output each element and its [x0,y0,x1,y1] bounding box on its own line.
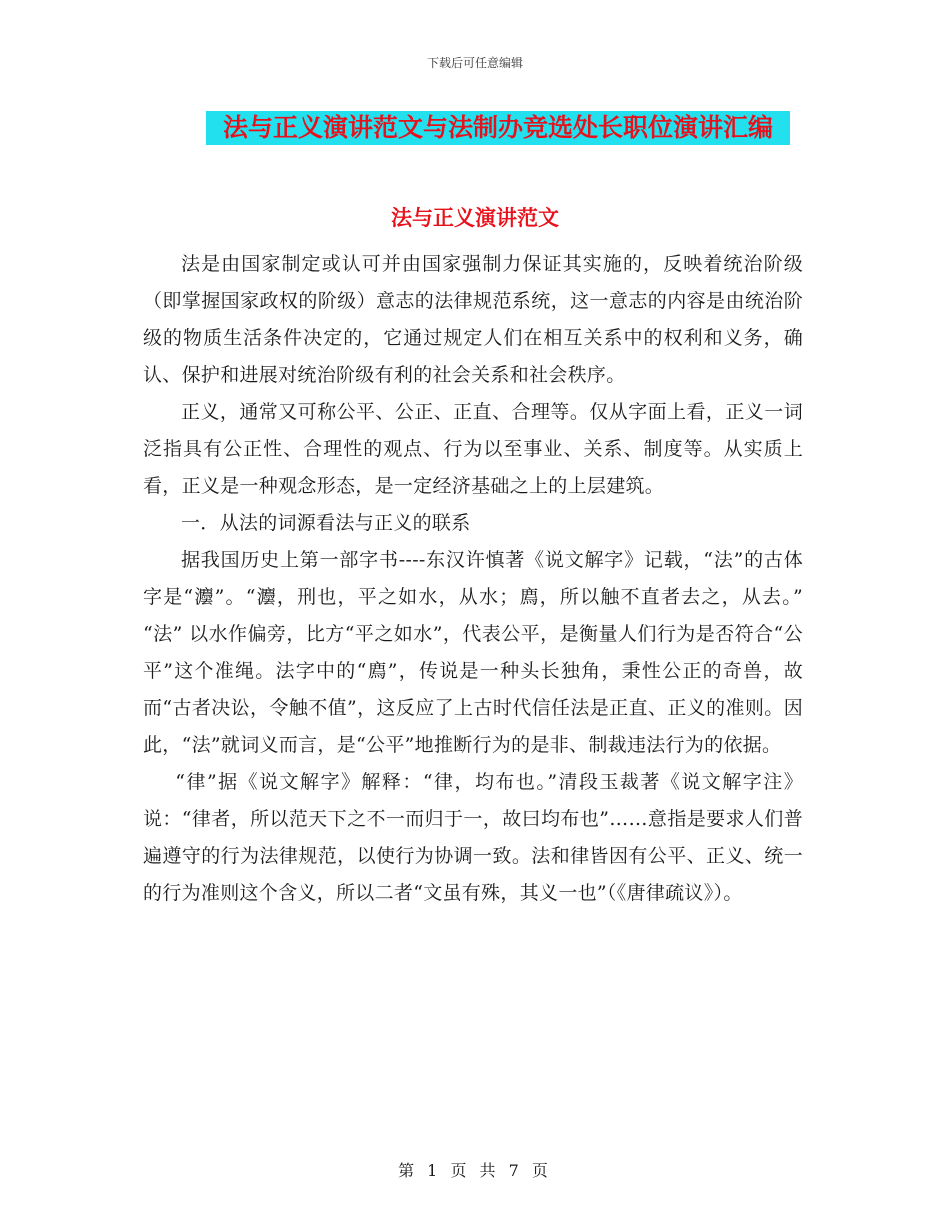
page-header-note: 下载后可任意编辑 [426,56,523,70]
paragraph-definition-of-justice: 正义，通常又可称公平、公正、正直、合理等。仅从字面上看，正义一词泛指具有公正性、合理性的观点、行为以至事业、关系、制度等。从实质上看，正义是一种观念形态，是一定经济基础之上的上层建筑。 [143,401,803,497]
document-title-highlight [206,111,790,145]
paragraph-lv-etymology: “律”据《说文解字》解释：“律，均布也。”清段玉裁著《说文解字注》说：“律者，所以范天下之不一而归于一，故曰均布也”……意指是要求人们普遍遵守的行为法律规范，以使行为协调一致。法和律皆因有公平、正义、统一的行为准则这个含义，所以二者“文虽有殊，其义一也”（《唐律疏议》）。 [143,771,803,904]
subheading-etymology: 一．从法的词源看法与正义的联系 [181,512,471,534]
document-title: 法与正义演讲范文与法制办竞选处长职位演讲汇编 [222,113,773,142]
paragraph-definition-of-law: 法是由国家制定或认可并由国家强制力保证其实施的，反映着统治阶级（即掌握国家政权的阶级）意志的法律规范系统，这一意志的内容是由统治阶级的物质生活条件决定的，它通过规定人们在相互关系中的权利和义务，确认、保护和进展对统治阶级有利的社会关系和社会秩序。 [143,253,803,386]
section-title: 法与正义演讲范文 [391,205,559,230]
document-body [143,246,803,912]
paragraph-fa-etymology: 据我国历史上第一部字书----东汉许慎著《说文解字》记载，“法”的古体字是“灋”。“灋，刑也，平之如水，从水；廌，所以触不直者去之，从去。” “法” 以水作偏旁，比方“平之如水”，代表公平，是衡量人们行为是否符合“公平”这个准绳。法字中的“廌”，传说是一种头长独角，秉性公正的奇兽，故而“古者决讼，令触不值”，这反应了上古时代信任法是正直、正义的准则。因此，“法”就词义而言，是“公平”地推断行为的是非、制裁违法行为的依据。 [143,549,803,756]
page-footer: 第 1 页 共 7 页 [398,1161,552,1180]
